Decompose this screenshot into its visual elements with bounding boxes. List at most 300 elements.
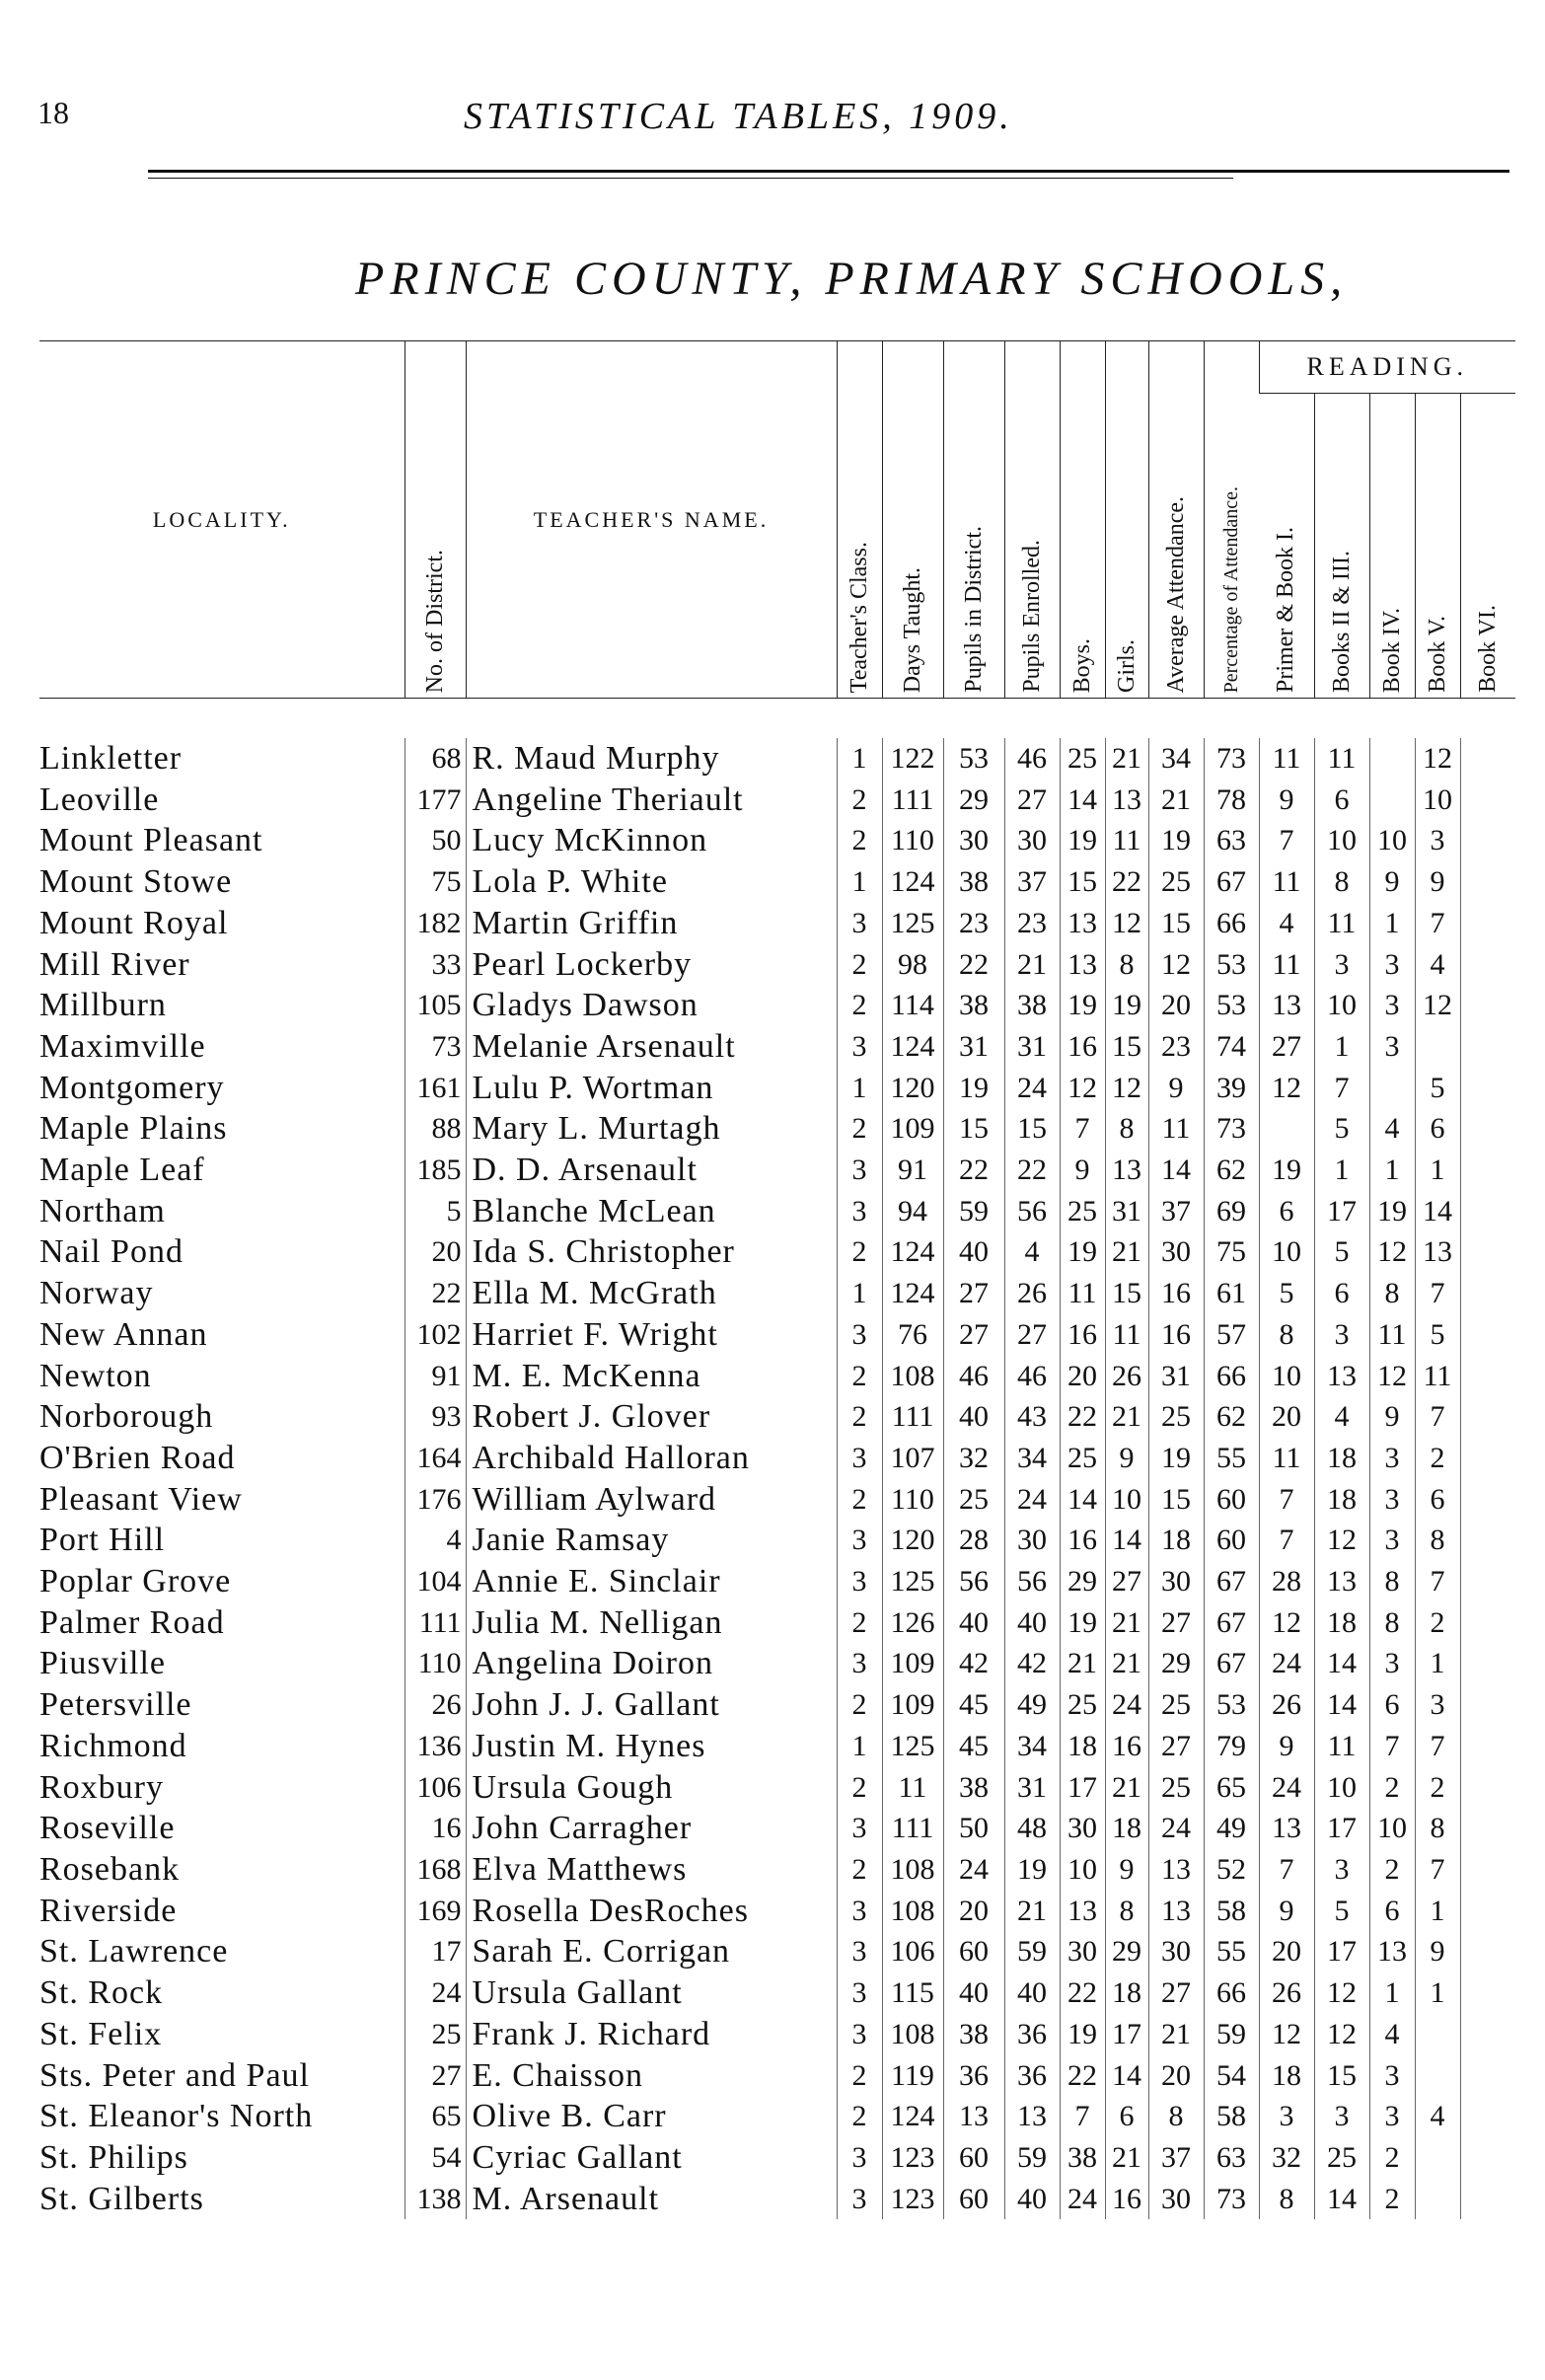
- days-cell: 108: [882, 2014, 943, 2055]
- locality-cell: Petersville: [39, 1686, 192, 1724]
- girls-cell: 31: [1105, 1191, 1148, 1232]
- girls-cell: 8: [1105, 1891, 1148, 1932]
- locality-cell: Piusville: [39, 1645, 167, 1682]
- boys-cell: 22: [1060, 2055, 1105, 2097]
- days-cell: 108: [882, 1849, 943, 1891]
- book6-cell: [1460, 1356, 1515, 1397]
- primer-cell: [1259, 1108, 1314, 1150]
- book6-cell: [1460, 1191, 1515, 1232]
- girls-cell: 14: [1105, 2055, 1148, 2097]
- books23-cell: 13: [1314, 1356, 1369, 1397]
- pct-attendance-cell: 39: [1204, 1068, 1259, 1109]
- pupils-enrolled-cell: 36: [1004, 2055, 1060, 2097]
- locality-cell: Maple Plains: [39, 1110, 228, 1148]
- book4-cell: 1: [1369, 1972, 1415, 2014]
- pct-attendance-cell: 73: [1204, 1108, 1259, 1150]
- pupils-enrolled-cell: 21: [1004, 1891, 1060, 1932]
- pupils-enrolled-cell: 36: [1004, 2014, 1060, 2055]
- primer-cell: 27: [1259, 1026, 1314, 1068]
- book6-cell: [1460, 1684, 1515, 1726]
- books23-cell: 12: [1314, 1520, 1369, 1561]
- book5-cell: 4: [1415, 944, 1460, 986]
- book5-cell: 7: [1415, 903, 1460, 944]
- header-avg-attendance: Average Attendance.: [1148, 341, 1204, 699]
- book4-cell: 7: [1369, 1726, 1415, 1767]
- pupils-district-cell: 25: [943, 1479, 1004, 1521]
- table-row: [39, 1808, 1515, 1849]
- primer-cell: 20: [1259, 1396, 1314, 1438]
- pct-attendance-cell: 73: [1204, 2179, 1259, 2220]
- days-cell: 111: [882, 1808, 943, 1849]
- book4-cell: 12: [1369, 1356, 1415, 1397]
- books23-cell: 5: [1314, 1231, 1369, 1273]
- pupils-district-cell: 40: [943, 1602, 1004, 1644]
- book6-cell: [1460, 1273, 1515, 1314]
- primer-cell: 11: [1259, 861, 1314, 903]
- pupils-district-cell: 19: [943, 1068, 1004, 1109]
- locality-cell: St. Lawrence: [39, 1933, 229, 1971]
- book4-cell: 1: [1369, 903, 1415, 944]
- girls-cell: 24: [1105, 1684, 1148, 1726]
- schools-table: [39, 340, 1515, 2219]
- book5-cell: 2: [1415, 1602, 1460, 1644]
- avg-attendance-cell: 27: [1148, 1972, 1204, 2014]
- book4-cell: 2: [1369, 2137, 1415, 2179]
- avg-attendance-cell: 15: [1148, 1479, 1204, 1521]
- boys-cell: 12: [1060, 1068, 1105, 1109]
- book4-cell: 11: [1369, 1314, 1415, 1356]
- book5-cell: 7: [1415, 1726, 1460, 1767]
- days-cell: 76: [882, 1314, 943, 1356]
- locality-cell: Linkletter: [39, 740, 183, 777]
- book6-cell: [1460, 985, 1515, 1026]
- avg-attendance-cell: 19: [1148, 820, 1204, 861]
- class-cell: 3: [837, 1808, 882, 1849]
- book6-cell: [1460, 780, 1515, 821]
- book5-cell: 3: [1415, 820, 1460, 861]
- pupils-enrolled-cell: 31: [1004, 1026, 1060, 1068]
- pupils-enrolled-cell: 40: [1004, 1602, 1060, 1644]
- table-header: [39, 341, 1515, 699]
- table-row: [39, 1314, 1515, 1356]
- primer-cell: 10: [1259, 1231, 1314, 1273]
- days-cell: 123: [882, 2137, 943, 2179]
- pct-attendance-cell: 62: [1204, 1150, 1259, 1191]
- district-cell: 26: [405, 1684, 466, 1726]
- pupils-enrolled-cell: 24: [1004, 1479, 1060, 1521]
- boys-cell: 19: [1060, 1602, 1105, 1644]
- boys-cell: 19: [1060, 1231, 1105, 1273]
- girls-cell: 8: [1105, 944, 1148, 986]
- primer-cell: 26: [1259, 1972, 1314, 2014]
- teacher-cell: Frank J. Richard: [466, 2014, 837, 2055]
- days-cell: 125: [882, 1726, 943, 1767]
- table-row: [39, 1191, 1515, 1232]
- district-cell: 54: [405, 2137, 466, 2179]
- girls-cell: 16: [1105, 2179, 1148, 2220]
- pupils-district-cell: 45: [943, 1726, 1004, 1767]
- locality-cell: St. Eleanor's North: [39, 2098, 314, 2135]
- book6-cell: [1460, 1643, 1515, 1684]
- header-primer: Primer & Book I.: [1273, 527, 1299, 693]
- books23-cell: 3: [1314, 1849, 1369, 1891]
- table-row: [39, 985, 1515, 1026]
- class-cell: 3: [837, 1314, 882, 1356]
- district-cell: 22: [405, 1273, 466, 1314]
- pct-attendance-cell: 66: [1204, 903, 1259, 944]
- primer-cell: 10: [1259, 1356, 1314, 1397]
- book4-cell: 3: [1369, 1520, 1415, 1561]
- class-cell: 2: [837, 1231, 882, 1273]
- boys-cell: 13: [1060, 903, 1105, 944]
- table-row: [39, 2014, 1515, 2055]
- avg-attendance-cell: 25: [1148, 1767, 1204, 1809]
- locality-cell: St. Gilberts: [39, 2180, 204, 2217]
- header-pupils-district: Pupils in District.: [943, 341, 1004, 699]
- table-row: [39, 1849, 1515, 1891]
- table-row: [39, 1479, 1515, 1521]
- district-cell: 33: [405, 944, 466, 986]
- days-cell: 120: [882, 1068, 943, 1109]
- pupils-enrolled-cell: 38: [1004, 985, 1060, 1026]
- books23-cell: 11: [1314, 1726, 1369, 1767]
- teacher-cell: Lucy McKinnon: [466, 820, 837, 861]
- girls-cell: 9: [1105, 1438, 1148, 1479]
- table-row: [39, 2137, 1515, 2179]
- avg-attendance-cell: 27: [1148, 1726, 1204, 1767]
- page-number: 18: [37, 95, 69, 130]
- table-row: [39, 1767, 1515, 1809]
- days-cell: 119: [882, 2055, 943, 2097]
- pupils-enrolled-cell: 4: [1004, 1231, 1060, 1273]
- book5-cell: 1: [1415, 1972, 1460, 2014]
- primer-cell: 24: [1259, 1643, 1314, 1684]
- class-cell: 2: [837, 1396, 882, 1438]
- boys-cell: 30: [1060, 1931, 1105, 1972]
- class-cell: 2: [837, 820, 882, 861]
- header-girls: Girls.: [1105, 341, 1148, 699]
- pct-attendance-cell: 60: [1204, 1520, 1259, 1561]
- pupils-district-cell: 60: [943, 2137, 1004, 2179]
- book6-cell: [1460, 1150, 1515, 1191]
- locality-cell: Mount Pleasant: [39, 822, 263, 859]
- books23-cell: 6: [1314, 1273, 1369, 1314]
- girls-cell: 14: [1105, 1520, 1148, 1561]
- book4-cell: 2: [1369, 2179, 1415, 2220]
- table-row: [39, 1273, 1515, 1314]
- table-row: [39, 1520, 1515, 1561]
- district-cell: 176: [405, 1479, 466, 1521]
- table-row: [39, 2055, 1515, 2097]
- avg-attendance-cell: 31: [1148, 1356, 1204, 1397]
- teacher-cell: Martin Griffin: [466, 903, 837, 944]
- avg-attendance-cell: 21: [1148, 2014, 1204, 2055]
- book4-cell: 19: [1369, 1191, 1415, 1232]
- avg-attendance-cell: 30: [1148, 2179, 1204, 2220]
- class-cell: 1: [837, 861, 882, 903]
- days-cell: 114: [882, 985, 943, 1026]
- boys-cell: 13: [1060, 1891, 1105, 1932]
- book6-cell: [1460, 1520, 1515, 1561]
- class-cell: 3: [837, 2137, 882, 2179]
- district-cell: 75: [405, 861, 466, 903]
- book4-cell: 4: [1369, 1108, 1415, 1150]
- header-book4: Book IV.: [1369, 394, 1415, 699]
- pupils-enrolled-cell: 59: [1004, 2137, 1060, 2179]
- pupils-district-cell: 50: [943, 1808, 1004, 1849]
- pupils-district-cell: 32: [943, 1438, 1004, 1479]
- locality-cell: Palmer Road: [39, 1603, 225, 1641]
- boys-cell: 24: [1060, 2179, 1105, 2220]
- book5-cell: 7: [1415, 1396, 1460, 1438]
- class-cell: 3: [837, 1438, 882, 1479]
- books23-cell: 12: [1314, 2014, 1369, 2055]
- table-row: [39, 1396, 1515, 1438]
- book4-cell: 6: [1369, 1891, 1415, 1932]
- girls-cell: 15: [1105, 1273, 1148, 1314]
- avg-attendance-cell: 19: [1148, 1438, 1204, 1479]
- district-cell: 161: [405, 1068, 466, 1109]
- boys-cell: 22: [1060, 1396, 1105, 1438]
- teacher-cell: M. Arsenault: [466, 2179, 837, 2220]
- books23-cell: 15: [1314, 2055, 1369, 2097]
- top-rule: [148, 170, 1509, 173]
- locality-cell: St. Philips: [39, 2138, 188, 2176]
- pupils-district-cell: 46: [943, 1356, 1004, 1397]
- teacher-cell: Blanche McLean: [466, 1191, 837, 1232]
- book6-cell: [1460, 1396, 1515, 1438]
- district-cell: 27: [405, 2055, 466, 2097]
- table-row: [39, 1438, 1515, 1479]
- locality-cell: Mount Stowe: [39, 863, 233, 901]
- book4-cell: 1: [1369, 1150, 1415, 1191]
- pct-attendance-cell: 58: [1204, 1891, 1259, 1932]
- header-book6: Book VI.: [1460, 394, 1515, 699]
- girls-cell: 15: [1105, 1026, 1148, 1068]
- teacher-cell: Angelina Doiron: [466, 1643, 837, 1684]
- book5-cell: [1415, 2137, 1460, 2179]
- district-cell: 104: [405, 1561, 466, 1602]
- book6-cell: [1460, 1808, 1515, 1849]
- book5-cell: 5: [1415, 1314, 1460, 1356]
- pupils-enrolled-cell: 22: [1004, 1150, 1060, 1191]
- pupils-enrolled-cell: 43: [1004, 1396, 1060, 1438]
- pct-attendance-cell: 74: [1204, 1026, 1259, 1068]
- book6-cell: [1460, 1026, 1515, 1068]
- pct-attendance-cell: 66: [1204, 1356, 1259, 1397]
- avg-attendance-cell: 25: [1148, 1396, 1204, 1438]
- district-cell: 4: [405, 1520, 466, 1561]
- book4-cell: 8: [1369, 1273, 1415, 1314]
- girls-cell: 22: [1105, 861, 1148, 903]
- class-cell: 2: [837, 1356, 882, 1397]
- pct-attendance-cell: 67: [1204, 861, 1259, 903]
- pupils-enrolled-cell: 46: [1004, 1356, 1060, 1397]
- days-cell: 108: [882, 1356, 943, 1397]
- days-cell: 91: [882, 1150, 943, 1191]
- pupils-enrolled-cell: 42: [1004, 1643, 1060, 1684]
- book4-cell: [1369, 1068, 1415, 1109]
- teacher-cell: Cyriac Gallant: [466, 2137, 837, 2179]
- boys-cell: 19: [1060, 2014, 1105, 2055]
- boys-cell: 21: [1060, 1643, 1105, 1684]
- district-cell: 136: [405, 1726, 466, 1767]
- locality-cell: Nail Pond: [39, 1233, 184, 1271]
- books23-cell: 17: [1314, 1808, 1369, 1849]
- book5-cell: [1415, 2014, 1460, 2055]
- district-cell: 182: [405, 903, 466, 944]
- pupils-enrolled-cell: 46: [1004, 738, 1060, 780]
- pct-attendance-cell: 60: [1204, 1479, 1259, 1521]
- locality-cell: Mount Royal: [39, 904, 229, 941]
- primer-cell: 13: [1259, 1808, 1314, 1849]
- books23-cell: 14: [1314, 2179, 1369, 2220]
- pct-attendance-cell: 59: [1204, 2014, 1259, 2055]
- days-cell: 110: [882, 820, 943, 861]
- class-cell: 2: [837, 1849, 882, 1891]
- book4-cell: 3: [1369, 1026, 1415, 1068]
- avg-attendance-cell: 14: [1148, 1150, 1204, 1191]
- table-row: [39, 1561, 1515, 1602]
- district-cell: 50: [405, 820, 466, 861]
- boys-cell: 25: [1060, 1684, 1105, 1726]
- girls-cell: 17: [1105, 2014, 1148, 2055]
- girls-cell: 27: [1105, 1561, 1148, 1602]
- pupils-district-cell: 60: [943, 2179, 1004, 2220]
- teacher-cell: Melanie Arsenault: [466, 1026, 837, 1068]
- book5-cell: 12: [1415, 738, 1460, 780]
- pupils-district-cell: 29: [943, 780, 1004, 821]
- class-cell: 3: [837, 1931, 882, 1972]
- pupils-district-cell: 15: [943, 1108, 1004, 1150]
- book5-cell: 11: [1415, 1356, 1460, 1397]
- book5-cell: 8: [1415, 1520, 1460, 1561]
- primer-cell: 6: [1259, 1191, 1314, 1232]
- locality-cell: Rosebank: [39, 1850, 181, 1888]
- boys-cell: 16: [1060, 1520, 1105, 1561]
- days-cell: 106: [882, 1931, 943, 1972]
- book6-cell: [1460, 1849, 1515, 1891]
- class-cell: 3: [837, 1643, 882, 1684]
- book4-cell: 4: [1369, 2014, 1415, 2055]
- table-row: [39, 861, 1515, 903]
- pupils-enrolled-cell: 49: [1004, 1684, 1060, 1726]
- girls-cell: 16: [1105, 1726, 1148, 1767]
- girls-cell: 26: [1105, 1356, 1148, 1397]
- pupils-enrolled-cell: 37: [1004, 861, 1060, 903]
- locality-cell: Richmond: [39, 1727, 187, 1764]
- book4-cell: 3: [1369, 1643, 1415, 1684]
- teacher-cell: Robert J. Glover: [466, 1396, 837, 1438]
- pupils-enrolled-cell: 40: [1004, 2179, 1060, 2220]
- teacher-cell: Harriet F. Wright: [466, 1314, 837, 1356]
- teacher-cell: William Aylward: [466, 1479, 837, 1521]
- pupils-district-cell: 27: [943, 1273, 1004, 1314]
- pupils-district-cell: 40: [943, 1972, 1004, 2014]
- pct-attendance-cell: 53: [1204, 985, 1259, 1026]
- class-cell: 2: [837, 2096, 882, 2137]
- book6-cell: [1460, 861, 1515, 903]
- girls-cell: 21: [1105, 1767, 1148, 1809]
- days-cell: 125: [882, 903, 943, 944]
- avg-attendance-cell: 23: [1148, 1026, 1204, 1068]
- district-cell: 24: [405, 1972, 466, 2014]
- days-cell: 94: [882, 1191, 943, 1232]
- table-row: [39, 1026, 1515, 1068]
- table-row: [39, 1231, 1515, 1273]
- avg-attendance-cell: 27: [1148, 1602, 1204, 1644]
- books23-cell: 10: [1314, 985, 1369, 1026]
- book4-cell: 3: [1369, 985, 1415, 1026]
- header-pct-attendance: Percentage of Attendance.: [1204, 341, 1259, 699]
- books23-cell: 7: [1314, 1068, 1369, 1109]
- pct-attendance-cell: 55: [1204, 1438, 1259, 1479]
- boys-cell: 10: [1060, 1849, 1105, 1891]
- header-boys: Boys.: [1060, 341, 1105, 699]
- district-cell: 88: [405, 1108, 466, 1150]
- teacher-cell: R. Maud Murphy: [466, 738, 837, 780]
- pct-attendance-cell: 66: [1204, 1972, 1259, 2014]
- locality-cell: Sts. Peter and Paul: [39, 2056, 310, 2094]
- teacher-cell: Gladys Dawson: [466, 985, 837, 1026]
- locality-cell: Roxbury: [39, 1768, 164, 1806]
- days-cell: 11: [882, 1767, 943, 1809]
- days-cell: 115: [882, 1972, 943, 2014]
- table-row: [39, 1972, 1515, 2014]
- locality-cell: Maximville: [39, 1027, 206, 1065]
- teacher-cell: Janie Ramsay: [466, 1520, 837, 1561]
- book5-cell: 1: [1415, 1891, 1460, 1932]
- books23-cell: 17: [1314, 1931, 1369, 1972]
- book6-cell: [1460, 1479, 1515, 1521]
- days-cell: 124: [882, 2096, 943, 2137]
- girls-cell: 13: [1105, 780, 1148, 821]
- pupils-district-cell: 22: [943, 944, 1004, 986]
- primer-cell: 12: [1259, 1068, 1314, 1109]
- books23-cell: 10: [1314, 1767, 1369, 1809]
- books23-cell: 8: [1314, 861, 1369, 903]
- pupils-district-cell: 40: [943, 1231, 1004, 1273]
- book5-cell: 1: [1415, 1643, 1460, 1684]
- table-row: [39, 1891, 1515, 1932]
- girls-cell: 12: [1105, 1068, 1148, 1109]
- book5-cell: 14: [1415, 1191, 1460, 1232]
- pupils-enrolled-cell: 24: [1004, 1068, 1060, 1109]
- boys-cell: 17: [1060, 1767, 1105, 1809]
- primer-cell: 7: [1259, 1849, 1314, 1891]
- pupils-enrolled-cell: 59: [1004, 1931, 1060, 1972]
- teacher-cell: Archibald Halloran: [466, 1438, 837, 1479]
- teacher-cell: Olive B. Carr: [466, 2096, 837, 2137]
- book5-cell: 2: [1415, 1438, 1460, 1479]
- locality-cell: Roseville: [39, 1810, 176, 1847]
- pupils-district-cell: 40: [943, 1396, 1004, 1438]
- avg-attendance-cell: 25: [1148, 1684, 1204, 1726]
- district-cell: 111: [405, 1602, 466, 1644]
- primer-cell: 8: [1259, 1314, 1314, 1356]
- books23-cell: 18: [1314, 1438, 1369, 1479]
- teacher-cell: D. D. Arsenault: [466, 1150, 837, 1191]
- primer-cell: 20: [1259, 1931, 1314, 1972]
- pupils-enrolled-cell: 13: [1004, 2096, 1060, 2137]
- book4-cell: 8: [1369, 1561, 1415, 1602]
- book6-cell: [1460, 1891, 1515, 1932]
- district-cell: 91: [405, 1356, 466, 1397]
- page-title: PRINCE COUNTY, PRIMARY SCHOOLS,: [355, 253, 1349, 305]
- primer-cell: 24: [1259, 1767, 1314, 1809]
- book5-cell: 4: [1415, 2096, 1460, 2137]
- book4-cell: 12: [1369, 1231, 1415, 1273]
